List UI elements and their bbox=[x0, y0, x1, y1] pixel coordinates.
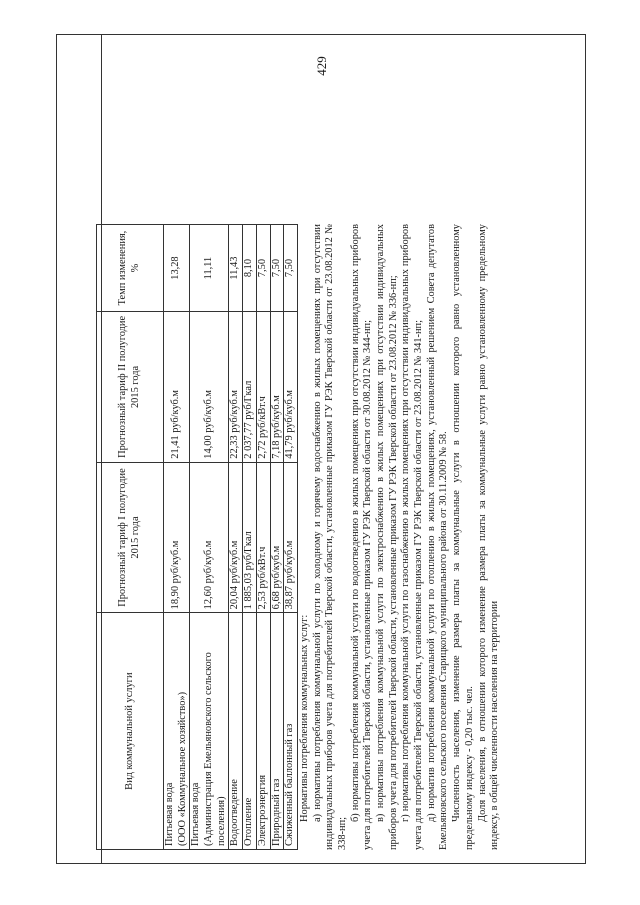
tariff-h1-cell: 1 885,03 руб/Гкал bbox=[243, 462, 257, 613]
body-text bbox=[299, 224, 502, 850]
tariff-table bbox=[96, 224, 298, 850]
page-number: 429 bbox=[313, 56, 329, 76]
paragraph: Нормативы потребления коммунальных услуг: bbox=[298, 614, 310, 822]
change-pct-cell: 11,11 bbox=[190, 225, 229, 312]
table-row bbox=[256, 225, 270, 850]
table-row bbox=[270, 225, 284, 850]
service-cell: Электроэнергия bbox=[256, 613, 270, 850]
rotated-content bbox=[96, 32, 584, 858]
paragraph: Доля населения, в отношении которого изменение размера платы за коммунальные услуги равно установленному предельному индексу, в общей численности населения на территории bbox=[476, 224, 501, 850]
service-cell: Водоотведение bbox=[229, 613, 243, 850]
paragraph: д) норматив потребления коммунальной услуги по отоплению в жилых помещениях, установленный решением Совета депутатов Емельяновского сельского поселения Старицкого муниципального района от 30.11.2009 № 58. bbox=[425, 224, 450, 850]
paragraph: в) нормативы потребления коммунальной услуги по электроснабжению в жилых помещениях при отсутствии индивидуальных приборов учета для потребителей Тверской области, установленные приказом ГУ РЭК Тверской области от 23.08.2012 № 336-нп; bbox=[375, 224, 399, 850]
change-pct-cell: 7,50 bbox=[270, 225, 284, 312]
table-row bbox=[284, 225, 298, 850]
tariff-h2-cell: 2 037,77 руб/Гкал bbox=[243, 312, 257, 463]
paragraph: Численность населения, изменение размера платы за коммунальные услуги в отношении которого равно установленному предельному индексу - 0,20 тыс. чел. bbox=[451, 224, 475, 850]
header-service: Вид коммунальной услуги bbox=[97, 613, 164, 850]
tariff-h2-cell: 22,33 руб/куб.м bbox=[229, 312, 243, 463]
service-cell: Отопление bbox=[243, 613, 257, 850]
change-pct-cell: 7,50 bbox=[284, 225, 298, 312]
tariff-h2-cell: 2,72 руб/кВт.ч bbox=[256, 312, 270, 463]
paragraph: г) нормативы потребления коммунальной услуги по газоснабжению в жилых помещениях при отсутствии индивидуальных приборов учета для потребителей Тверской области, установленные приказом ГУ РЭК Тверской области от 23.08.2012 № 341-нп; bbox=[400, 224, 425, 850]
change-pct-cell: 7,50 bbox=[256, 225, 270, 312]
service-cell: Питьевая вода (Администрация Емельяновского сельского поселения) bbox=[190, 613, 229, 850]
tariff-h2-cell: 41,79 руб/куб.м bbox=[284, 312, 298, 463]
tariff-h1-cell: 6,68 руб/куб.м bbox=[270, 462, 284, 613]
table-row bbox=[243, 225, 257, 850]
header-change-pct: Темп изменения, % bbox=[97, 225, 164, 312]
service-cell: Природный газ bbox=[270, 613, 284, 850]
tariff-h1-cell: 38,87 руб/куб.м bbox=[284, 462, 298, 613]
tariff-h1-cell: 2,53 руб/кВт.ч bbox=[256, 462, 270, 613]
paragraph: б) нормативы потребления коммунальной услуги по водоотведению в жилых помещениях при отсутствии индивидуальных приборов учета для потребителей Тверской области, установленные приказом ГУ РЭК Тверской области от 30.08.2012 № 344-нп; bbox=[349, 224, 374, 850]
change-pct-cell: 11,43 bbox=[229, 225, 243, 312]
tariff-h1-cell: 20,04 руб/куб.м bbox=[229, 462, 243, 613]
table-row bbox=[229, 225, 243, 850]
table-row bbox=[164, 225, 190, 850]
service-cell: Сжиженный баллонный газ bbox=[284, 613, 298, 850]
tariff-h2-cell: 7,18 руб/куб.м bbox=[270, 312, 284, 463]
tariff-h2-cell: 14,00 руб/куб.м bbox=[190, 312, 229, 463]
header-tariff-h2: Прогнозный тариф II полугодие 2015 года bbox=[97, 312, 164, 463]
table-row bbox=[190, 225, 229, 850]
header-tariff-h1: Прогнозный тариф I полугодие 2015 года bbox=[97, 462, 164, 613]
tariff-h1-cell: 12,60 руб/куб.м bbox=[190, 462, 229, 613]
change-pct-cell: 13,28 bbox=[164, 225, 190, 312]
service-cell: Питьевая вода (ООО «Коммунальное хозяйство») bbox=[164, 613, 190, 850]
change-pct-cell: 8,10 bbox=[243, 225, 257, 312]
table-header-row bbox=[97, 225, 164, 850]
tariff-h1-cell: 18,90 руб/куб.м bbox=[164, 462, 190, 613]
paragraph: а) нормативы потребления коммунальной услуги по холодному и горячему водоснабжению в жилых помещениях при отсутствии индивидуальных приборов учета для потребителей Тверской области, установленные приказом ГУ РЭК Тверской области от 23.08.2012 № 338-нп; bbox=[311, 224, 348, 850]
tariff-h2-cell: 21,41 руб/куб.м bbox=[164, 312, 190, 463]
